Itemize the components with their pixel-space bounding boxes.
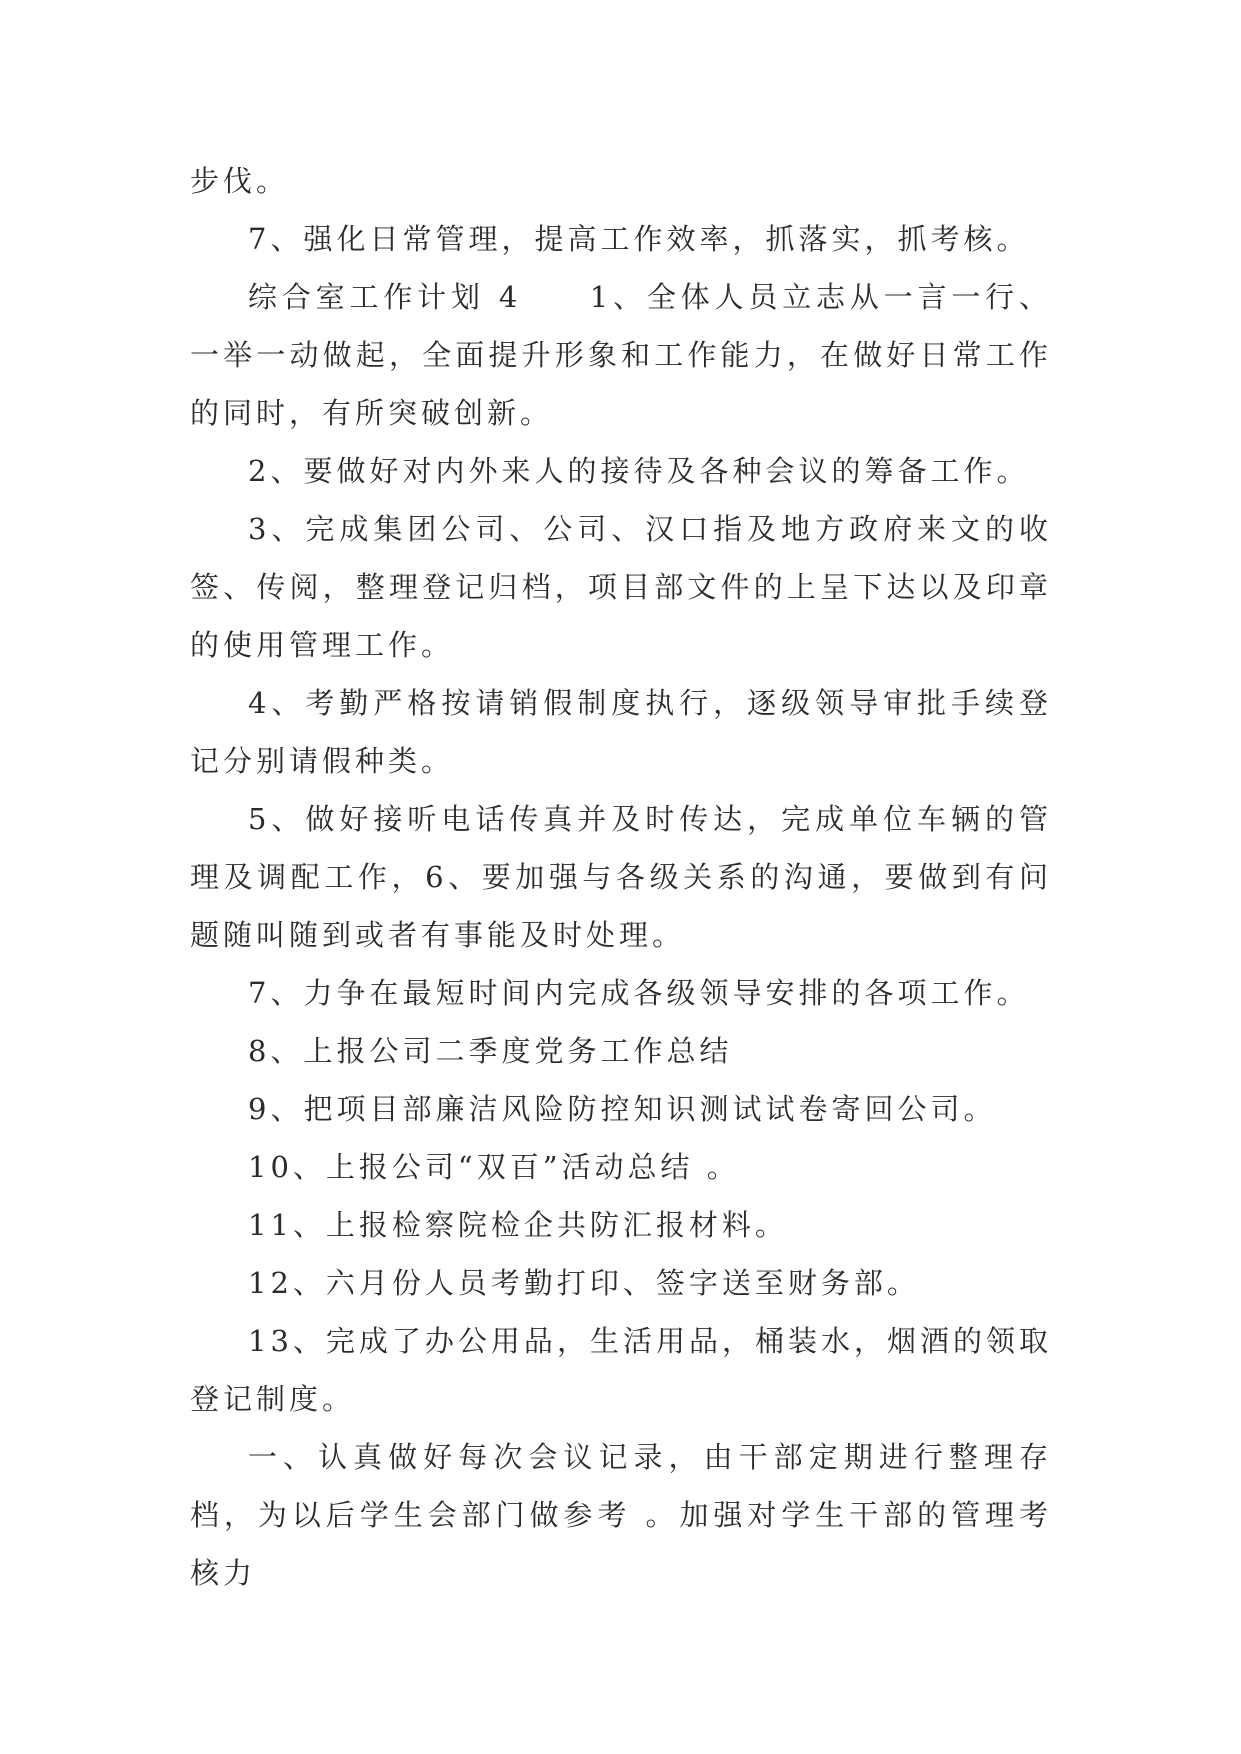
paragraph-item-10: 10、上报公司“双百”活动总结 。 <box>248 1150 740 1184</box>
paragraph-item-3: 3、完成集团公司、公司、汉口指及地方政府来文的收签、传阅，整理登记归档，项目部文件的上呈下达以及印章的使用管理工作。 <box>190 512 1052 662</box>
paragraph-item-13: 13、完成了办公用品，生活用品，桶装水，烟酒的领取登记制度。 <box>190 1324 1052 1416</box>
paragraph-item-2: 2、要做好对内外来人的接待及各种会议的筹备工作。 <box>248 454 1030 488</box>
paragraph-item-5-6: 5、做好接听电话传真并及时传达，完成单位车辆的管理及调配工作，6、要加强与各级关系的沟通，要做到有问题随叫随到或者有事能及时处理。 <box>190 802 1052 952</box>
paragraph-continuation: 步伐。 <box>190 164 290 198</box>
paragraph-item-9: 9、把项目部廉洁风险防控知识测试试卷寄回公司。 <box>248 1092 997 1126</box>
paragraph-item-4: 4、考勤严格按请销假制度执行，逐级领导审批手续登记分别请假种类。 <box>190 686 1052 778</box>
paragraph-item-7: 7、强化日常管理，提高工作效率，抓落实，抓考核。 <box>248 222 1030 256</box>
paragraph-item-11: 11、上报检察院检企共防汇报材料。 <box>248 1208 788 1242</box>
paragraph-section-one: 一、认真做好每次会议记录，由干部定期进行整理存档，为以后学生会部门做参考 。加强对学生干部的管理考核力 <box>190 1440 1052 1590</box>
paragraph-item-8: 8、上报公司二季度党务工作总结 <box>248 1034 733 1068</box>
paragraph-item-7b: 7、力争在最短时间内完成各级领导安排的各项工作。 <box>248 976 1030 1010</box>
paragraph-item-12: 12、六月份人员考勤打印、签字送至财务部。 <box>248 1266 920 1300</box>
document-body <box>190 152 1052 1602</box>
paragraph-plan-4-item-1: 综合室工作计划 4 1、全体人员立志从一言一行、一举一动做起，全面提升形象和工作能力，在做好日常工作的同时，有所突破创新。 <box>190 280 1052 430</box>
